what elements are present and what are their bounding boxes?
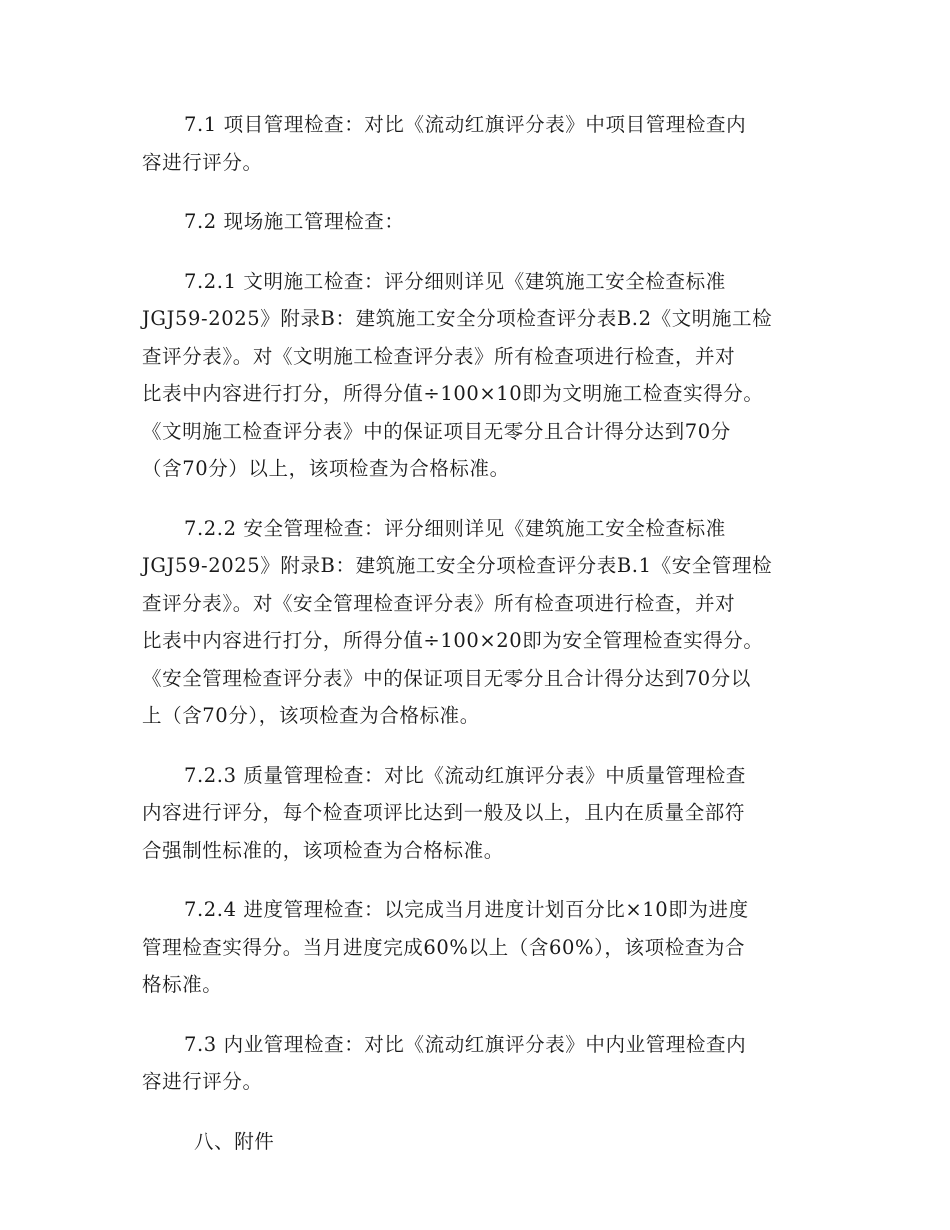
paragraph-7-2-4 (142, 891, 804, 1004)
paragraph-7-2-3 (142, 757, 804, 870)
text-line: 7.2.4 进度管理检查：以完成当月进度计划百分比×10即为进度 (184, 898, 749, 921)
text-line: 容进行评分。 (142, 150, 263, 174)
paragraph-7-1 (142, 106, 804, 181)
text-line: 容进行评分。 (142, 1070, 263, 1093)
text-line: 7.2 现场施工管理检查： (184, 210, 405, 233)
document-page (142, 106, 804, 1182)
text-line: 上（含70分），该项检查为合格标准。 (142, 704, 480, 727)
text-line: （含70分）以上，该项检查为合格标准。 (142, 457, 510, 480)
text-line: 管理检查实得分。当月进度完成60%以上（含60%），该项检查为合 (142, 935, 746, 959)
text-line: 7.2.3 质量管理检查：对比《流动红旗评分表》中质量管理检查 (184, 763, 746, 787)
text-line: 查评分表》。对《文明施工检查评分表》所有检查项进行检查，并对 (142, 344, 736, 368)
text-line: 7.2.1 文明施工检查：评分细则详见《建筑施工安全检查标准 (184, 269, 726, 293)
text-line: JGJ59-2025》附录B：建筑施工安全分项检查评分表B.1《安全管理检 (142, 554, 773, 577)
text-line: 内容进行评分，每个检查项评比达到一般及以上，且内在质量全部符 (142, 801, 746, 824)
text-line: 7.1 项目管理检查：对比《流动红旗评分表》中项目管理检查内 (184, 113, 747, 136)
paragraph-7-3 (142, 1026, 804, 1101)
text-line: 《安全管理检查评分表》中的保证项目无零分且合计得分达到70分以 (142, 666, 751, 690)
text-line: 7.3 内业管理检查：对比《流动红旗评分表》中内业管理检查内 (184, 1032, 747, 1056)
section-heading-text: 八、附件 (194, 1129, 275, 1153)
text-line: 比表中内容进行打分，所得分值÷100×10即为文明施工检查实得分。 (142, 382, 764, 405)
paragraph-7-2 (142, 203, 804, 241)
text-line: 7.2.2 安全管理检查：评分细则详见《建筑施工安全检查标准 (184, 516, 726, 540)
section-heading-attachments (142, 1123, 804, 1161)
paragraph-7-2-2 (142, 510, 804, 735)
text-line: 查评分表》。对《安全管理检查评分表》所有检查项进行检查，并对 (142, 591, 736, 615)
text-line: 合强制性标准的，该项检查为合格标准。 (142, 838, 504, 862)
text-line: 《文明施工检查评分表》中的保证项目无零分且合计得分达到70分 (142, 419, 731, 443)
text-line: 比表中内容进行打分，所得分值÷100×20即为安全管理检查实得分。 (142, 629, 764, 652)
text-line: 格标准。 (142, 973, 223, 996)
paragraph-7-2-1 (142, 263, 804, 488)
text-line: JGJ59-2025》附录B：建筑施工安全分项检查评分表B.2《文明施工检 (142, 307, 773, 330)
